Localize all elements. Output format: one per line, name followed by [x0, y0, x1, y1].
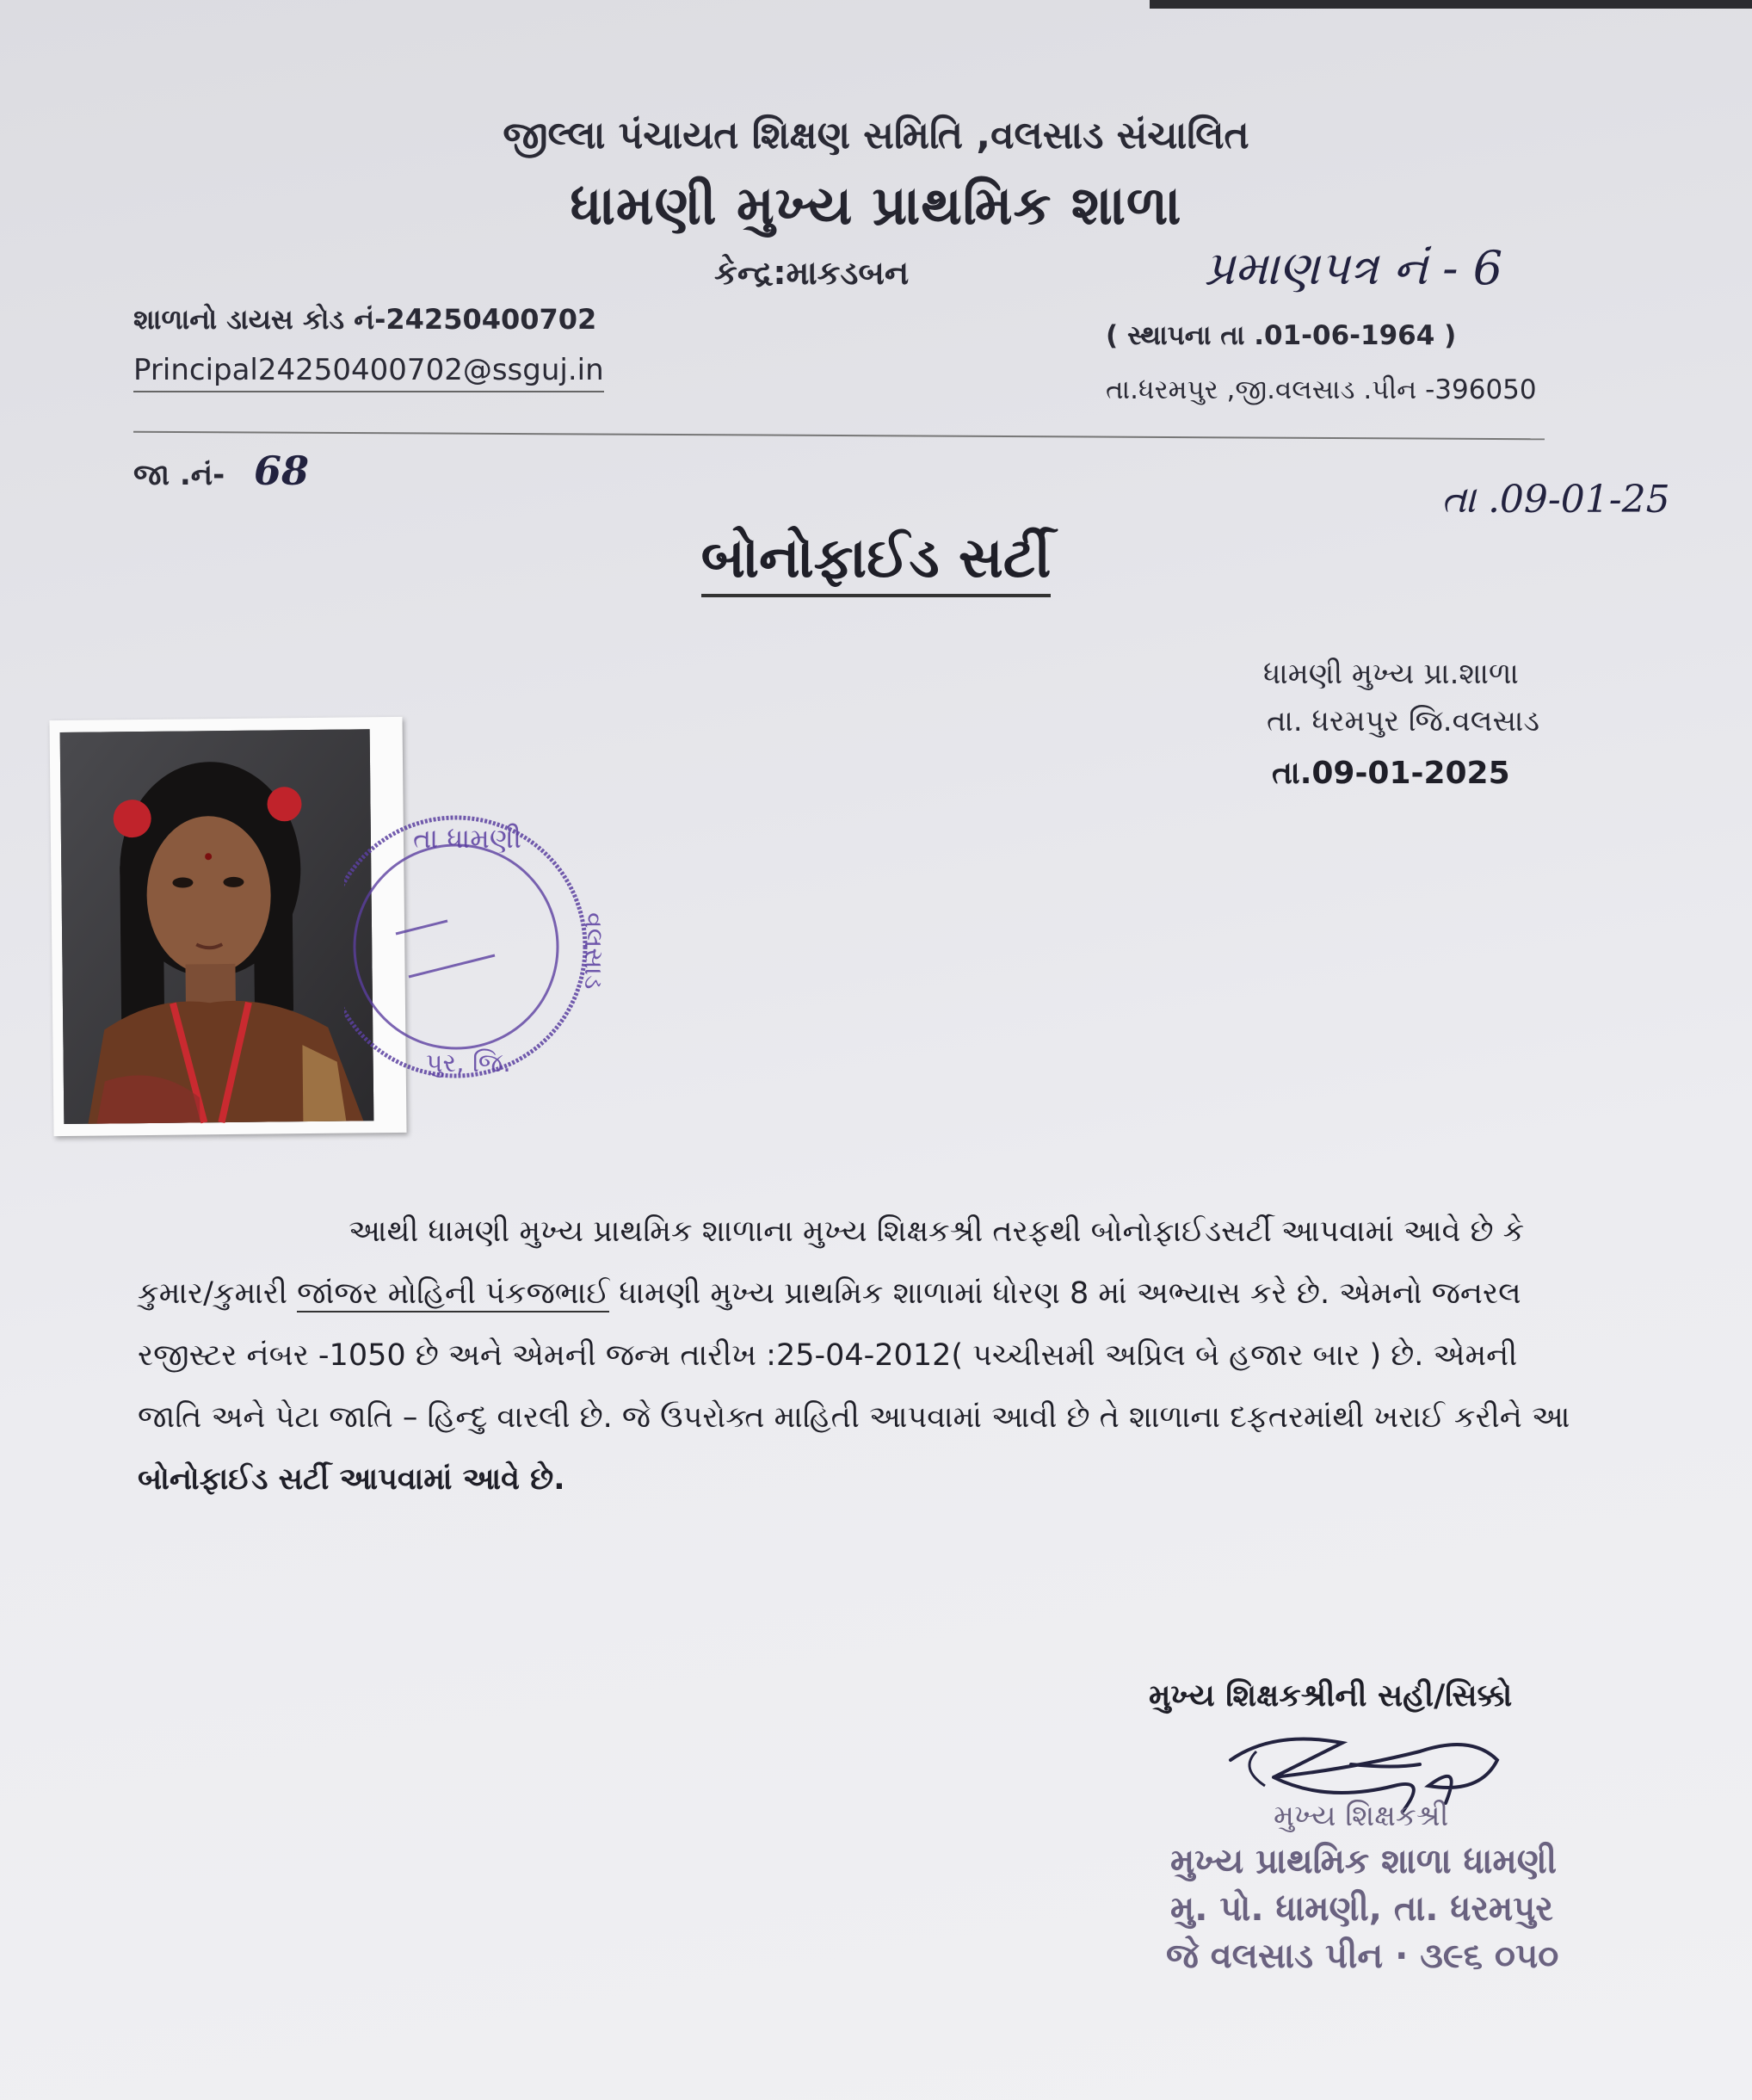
document-title: [0, 527, 1752, 590]
seal-line-1: મુખ્ય શિક્ષકશ્રી: [1274, 1799, 1449, 1833]
seal-line-3: મુ. પો. ધામણી, તા. ધરમપુર: [1170, 1889, 1553, 1929]
body-line-2b: ધામણી મુખ્ય પ્રાથમિક શાળામાં ધોરણ 8 માં અભ્યાસ કરે છે. એમનો જનરલ: [609, 1276, 1521, 1311]
body-line-2a: કુમાર/કુમારી: [138, 1276, 298, 1311]
student-name: જાંજર મોહિની પંકજભાઈ: [297, 1276, 610, 1311]
school-address: તા.ધરમપુર ,જી.વલસાડ .પીન -396050: [1106, 374, 1537, 405]
outward-number-value: 68: [254, 448, 310, 494]
body-line-4: જાતિ અને પેટા જાતિ – હિન્દુ વારલી છે. જે ઉપરોક્ત માહિતી આપવામાં આવી છે તે શાળાના દફતરમાંથી ખરાઈ કરીને આ: [138, 1400, 1570, 1435]
body-line-5: બોનોફાઈડ સર્ટી આપવામાં આવે છે.: [138, 1462, 565, 1497]
seal-line-2: મુખ્ય પ્રાથમિક શાળા ધામણી: [1170, 1842, 1558, 1881]
school-email: Principal24250400702@ssguj.in: [133, 353, 604, 392]
signature-label: મુખ્ય શિક્ષકશ્રીની સહી/સિક્કો: [1149, 1678, 1513, 1714]
recipient-line2: તા. ધરમપુર જિ.વલસાડ: [1267, 704, 1539, 738]
stamp-text-side: વલસાડ: [578, 912, 608, 990]
school-stamp-seal: [344, 792, 620, 1102]
dise-code: શાળાનો ડાયસ કોડ નં-24250400702: [133, 303, 597, 336]
certificate-body: [138, 1201, 1661, 1510]
established-date: ( સ્થાપના તા .01-06-1964 ): [1106, 320, 1457, 351]
body-line-1: આથી ધામણી મુખ્ય પ્રાથમિક શાળાના મુખ્ય શિક્ષકશ્રી તરફથી બોનોફાઈડસર્ટી આપવામાં આવે છે કે: [349, 1214, 1525, 1249]
seal-line-4: જે વલસાડ પીન · ૩૯૬ ૦૫૦: [1166, 1936, 1559, 1976]
handwritten-date: તા .09-01-25: [1441, 478, 1670, 522]
school-name: ધામણી મુખ્ય પ્રાથમિક શાળા: [570, 174, 1182, 237]
header-line1: જીલ્લા પંચાયત શિક્ષણ સમિતિ ,વલસાડ સંચાલિત: [503, 114, 1249, 158]
background-edge: [1150, 0, 1752, 9]
school-stamp: [344, 792, 620, 1102]
body-line-2: [138, 1263, 1661, 1325]
stamp-text-top: તા ધામણી: [413, 822, 521, 855]
document-title-text: બોનોફાઈડ સર્ટી: [701, 527, 1052, 597]
body-line-3: રજીસ્ટર નંબર -1050 છે અને એમની જન્મ તારીખ :25-04-2012( પચ્ચીસમી અપ્રિલ બે હજાર બાર ) છે. એમની: [138, 1338, 1518, 1373]
outward-number-label: જા .નં-: [133, 458, 225, 492]
header-divider: [133, 431, 1545, 441]
kendra-label: કેન્દ્ર:માકડબન: [714, 254, 910, 292]
stamp-text-bottom: પુર, જિ.: [426, 1048, 511, 1078]
recipient-line1: ધામણી મુખ્ય પ્રા.શાળા: [1263, 657, 1519, 691]
certificate-number: પ્રમાણપત્ર નં - 6: [1205, 241, 1503, 295]
recipient-date: તા.09-01-2025: [1272, 756, 1510, 791]
